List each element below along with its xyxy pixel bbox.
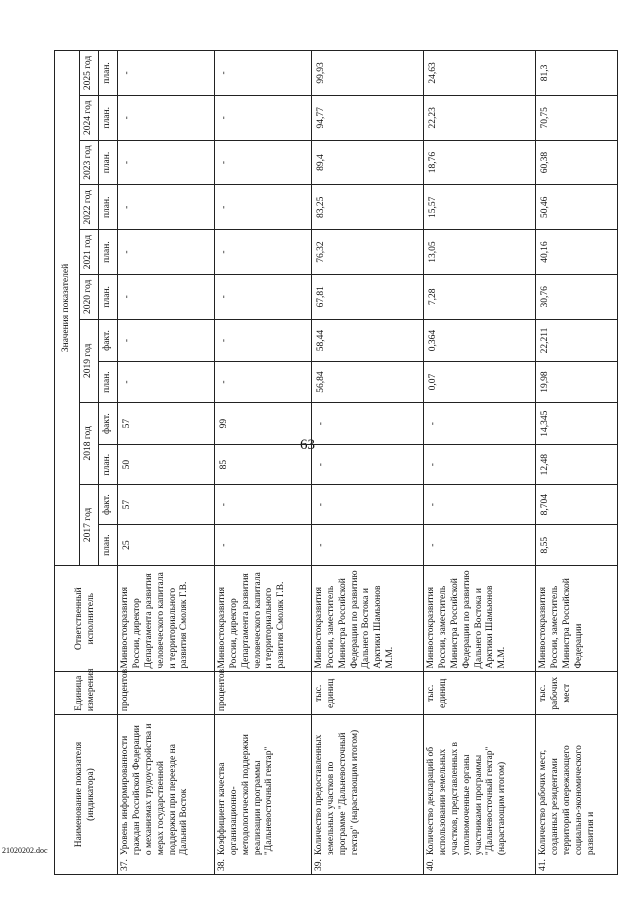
value-cell: - bbox=[214, 319, 311, 362]
value-cell: - bbox=[118, 51, 215, 96]
value-cell: 22,211 bbox=[536, 319, 618, 362]
value-cell: 7,28 bbox=[424, 274, 536, 319]
row-number: 37. bbox=[120, 859, 130, 871]
unit-cell: тыс. единиц bbox=[424, 672, 536, 715]
value-cell: 40,16 bbox=[536, 230, 618, 275]
value-cell: 57 bbox=[118, 484, 215, 525]
value-cell: 0,364 bbox=[424, 319, 536, 362]
header-plan: план. bbox=[99, 51, 118, 96]
value-cell: 76,32 bbox=[311, 230, 423, 275]
header-plan: план. bbox=[99, 445, 118, 484]
unit-cell: тыс. рабочих мест bbox=[536, 672, 618, 715]
value-cell: - bbox=[214, 274, 311, 319]
executor-cell: Минвостокразвития России, директор Департамента развития человеческого капитала и территориального развития Смоляк Г.В. bbox=[118, 565, 215, 672]
value-cell: - bbox=[424, 402, 536, 445]
header-values-group: Значения показателей bbox=[55, 51, 80, 566]
rotated-table-page bbox=[54, 50, 618, 875]
table-row bbox=[311, 51, 423, 875]
table-row bbox=[214, 51, 311, 875]
indicators-table bbox=[54, 50, 618, 875]
value-cell: 25 bbox=[118, 525, 215, 566]
value-cell: - bbox=[118, 140, 215, 185]
value-cell: - bbox=[311, 445, 423, 484]
header-plan: план. bbox=[99, 230, 118, 275]
value-cell: 13,05 bbox=[424, 230, 536, 275]
value-cell: 14,345 bbox=[536, 402, 618, 445]
indicator-cell bbox=[214, 715, 311, 875]
value-cell: 58,44 bbox=[311, 319, 423, 362]
header-year-2025: 2025 год bbox=[80, 51, 99, 96]
indicator-name: Уровень информированности граждан Российской Федерации о механизмах трудоустройства и мерах государственной поддержки при переезде на Дальний Восток bbox=[120, 723, 190, 856]
value-cell: - bbox=[311, 402, 423, 445]
value-cell: 81,3 bbox=[536, 51, 618, 96]
value-cell: - bbox=[214, 484, 311, 525]
header-plan: план. bbox=[99, 525, 118, 566]
value-cell: - bbox=[118, 362, 215, 403]
value-cell: 15,57 bbox=[424, 185, 536, 230]
executor-cell: Минвостокразвития России, заместитель Министра Российской Федерации по развитию Дальнего Востока и Арктики Шамьюнов М.М. bbox=[424, 565, 536, 672]
header-year-2018: 2018 год bbox=[80, 402, 99, 484]
value-cell: 85 bbox=[214, 445, 311, 484]
header-executor: Ответственный исполнитель bbox=[55, 565, 118, 672]
row-number: 40. bbox=[426, 859, 437, 871]
value-cell: - bbox=[311, 525, 423, 566]
value-cell: 12,48 bbox=[536, 445, 618, 484]
value-cell: 83,25 bbox=[311, 185, 423, 230]
header-plan: план. bbox=[99, 140, 118, 185]
header-year-2024: 2024 год bbox=[80, 95, 99, 140]
row-number: 38. bbox=[216, 859, 227, 871]
unit-cell: тыс. единиц bbox=[311, 672, 423, 715]
table-row bbox=[424, 51, 536, 875]
value-cell: 94,77 bbox=[311, 95, 423, 140]
header-plan: план. bbox=[99, 362, 118, 403]
value-cell: - bbox=[214, 51, 311, 96]
value-cell: 99 bbox=[214, 402, 311, 445]
value-cell: - bbox=[311, 484, 423, 525]
page-number: 63 bbox=[300, 437, 315, 453]
header-year-2023: 2023 год bbox=[80, 140, 99, 185]
value-cell: - bbox=[214, 185, 311, 230]
value-cell: 30,76 bbox=[536, 274, 618, 319]
header-year-2017: 2017 год bbox=[80, 484, 99, 565]
indicator-cell bbox=[536, 715, 618, 875]
header-indicator: Наименование показателя (индикатора) bbox=[55, 715, 118, 875]
indicator-name: Количество рабочих мест, созданных резидентами территорий опережающего социально-экономического развития и bbox=[538, 745, 596, 856]
table-row bbox=[536, 51, 618, 875]
executor-cell: Минвостокразвития России, директор Департамента развития человеческого капитала и территориального развития Смоляк Г.В. bbox=[214, 565, 311, 672]
value-cell: 99,93 bbox=[311, 51, 423, 96]
value-cell: 8,55 bbox=[536, 525, 618, 566]
indicator-name: Количество деклараций об использовании земельных участков, представленных в уполномоченные органы участниками программы "Дальневосточный гектар" (нарастающим итогом) bbox=[426, 741, 508, 856]
value-cell: 0,07 bbox=[424, 362, 536, 403]
value-cell: - bbox=[424, 484, 536, 525]
value-cell: 89,4 bbox=[311, 140, 423, 185]
value-cell: 22,23 bbox=[424, 95, 536, 140]
value-cell: - bbox=[214, 525, 311, 566]
value-cell: - bbox=[214, 95, 311, 140]
value-cell: 56,84 bbox=[311, 362, 423, 403]
value-cell: 19,98 bbox=[536, 362, 618, 403]
value-cell: - bbox=[214, 230, 311, 275]
table-row bbox=[118, 51, 215, 875]
doc-code: 21020202.doc bbox=[2, 846, 48, 855]
row-number: 39. bbox=[313, 859, 324, 871]
unit-cell: процентов bbox=[214, 672, 311, 715]
value-cell: - bbox=[118, 95, 215, 140]
value-cell: 70,75 bbox=[536, 95, 618, 140]
value-cell: 8,704 bbox=[536, 484, 618, 525]
value-cell: - bbox=[424, 525, 536, 566]
header-year-2022: 2022 год bbox=[80, 185, 99, 230]
table-body bbox=[118, 51, 618, 875]
unit-cell: процентов bbox=[118, 672, 215, 715]
header-year-2020: 2020 год bbox=[80, 274, 99, 319]
header-plan: план. bbox=[99, 95, 118, 140]
value-cell: - bbox=[118, 230, 215, 275]
indicator-name: Количество предоставленных земельных участков по программе "Дальневосточный гектар" (нарастающим итогом) bbox=[313, 729, 360, 856]
value-cell: - bbox=[118, 274, 215, 319]
executor-cell: Минвостокразвития России, заместитель Министра Российской Федерации по развитию Дальнего Востока и Арктики Шамьюнов М.М. bbox=[311, 565, 423, 672]
header-year-2021: 2021 год bbox=[80, 230, 99, 275]
value-cell: 50 bbox=[118, 445, 215, 484]
indicator-cell bbox=[311, 715, 423, 875]
value-cell: - bbox=[118, 185, 215, 230]
row-number: 41. bbox=[538, 859, 549, 871]
value-cell: 57 bbox=[118, 402, 215, 445]
value-cell: 67,81 bbox=[311, 274, 423, 319]
header-unit: Единица измерения bbox=[55, 672, 118, 715]
value-cell: 60,38 bbox=[536, 140, 618, 185]
executor-cell: Минвостокразвития России, заместитель Министра Российской Федерации bbox=[536, 565, 618, 672]
header-fact: факт. bbox=[99, 319, 118, 362]
header-year-2019: 2019 год bbox=[80, 319, 99, 402]
header-fact: факт. bbox=[99, 484, 118, 525]
indicator-cell bbox=[424, 715, 536, 875]
value-cell: 50,46 bbox=[536, 185, 618, 230]
indicator-cell bbox=[118, 715, 215, 875]
value-cell: 24,63 bbox=[424, 51, 536, 96]
value-cell: - bbox=[118, 319, 215, 362]
indicator-name: Коэффициент качества организационно-методологической поддержки реализации программы "Дальневосточный гектар" bbox=[216, 734, 275, 856]
value-cell: - bbox=[424, 445, 536, 484]
header-fact: факт. bbox=[99, 402, 118, 445]
value-cell: - bbox=[214, 140, 311, 185]
header-plan: план. bbox=[99, 274, 118, 319]
value-cell: - bbox=[214, 362, 311, 403]
header-plan: план. bbox=[99, 185, 118, 230]
value-cell: 18,76 bbox=[424, 140, 536, 185]
